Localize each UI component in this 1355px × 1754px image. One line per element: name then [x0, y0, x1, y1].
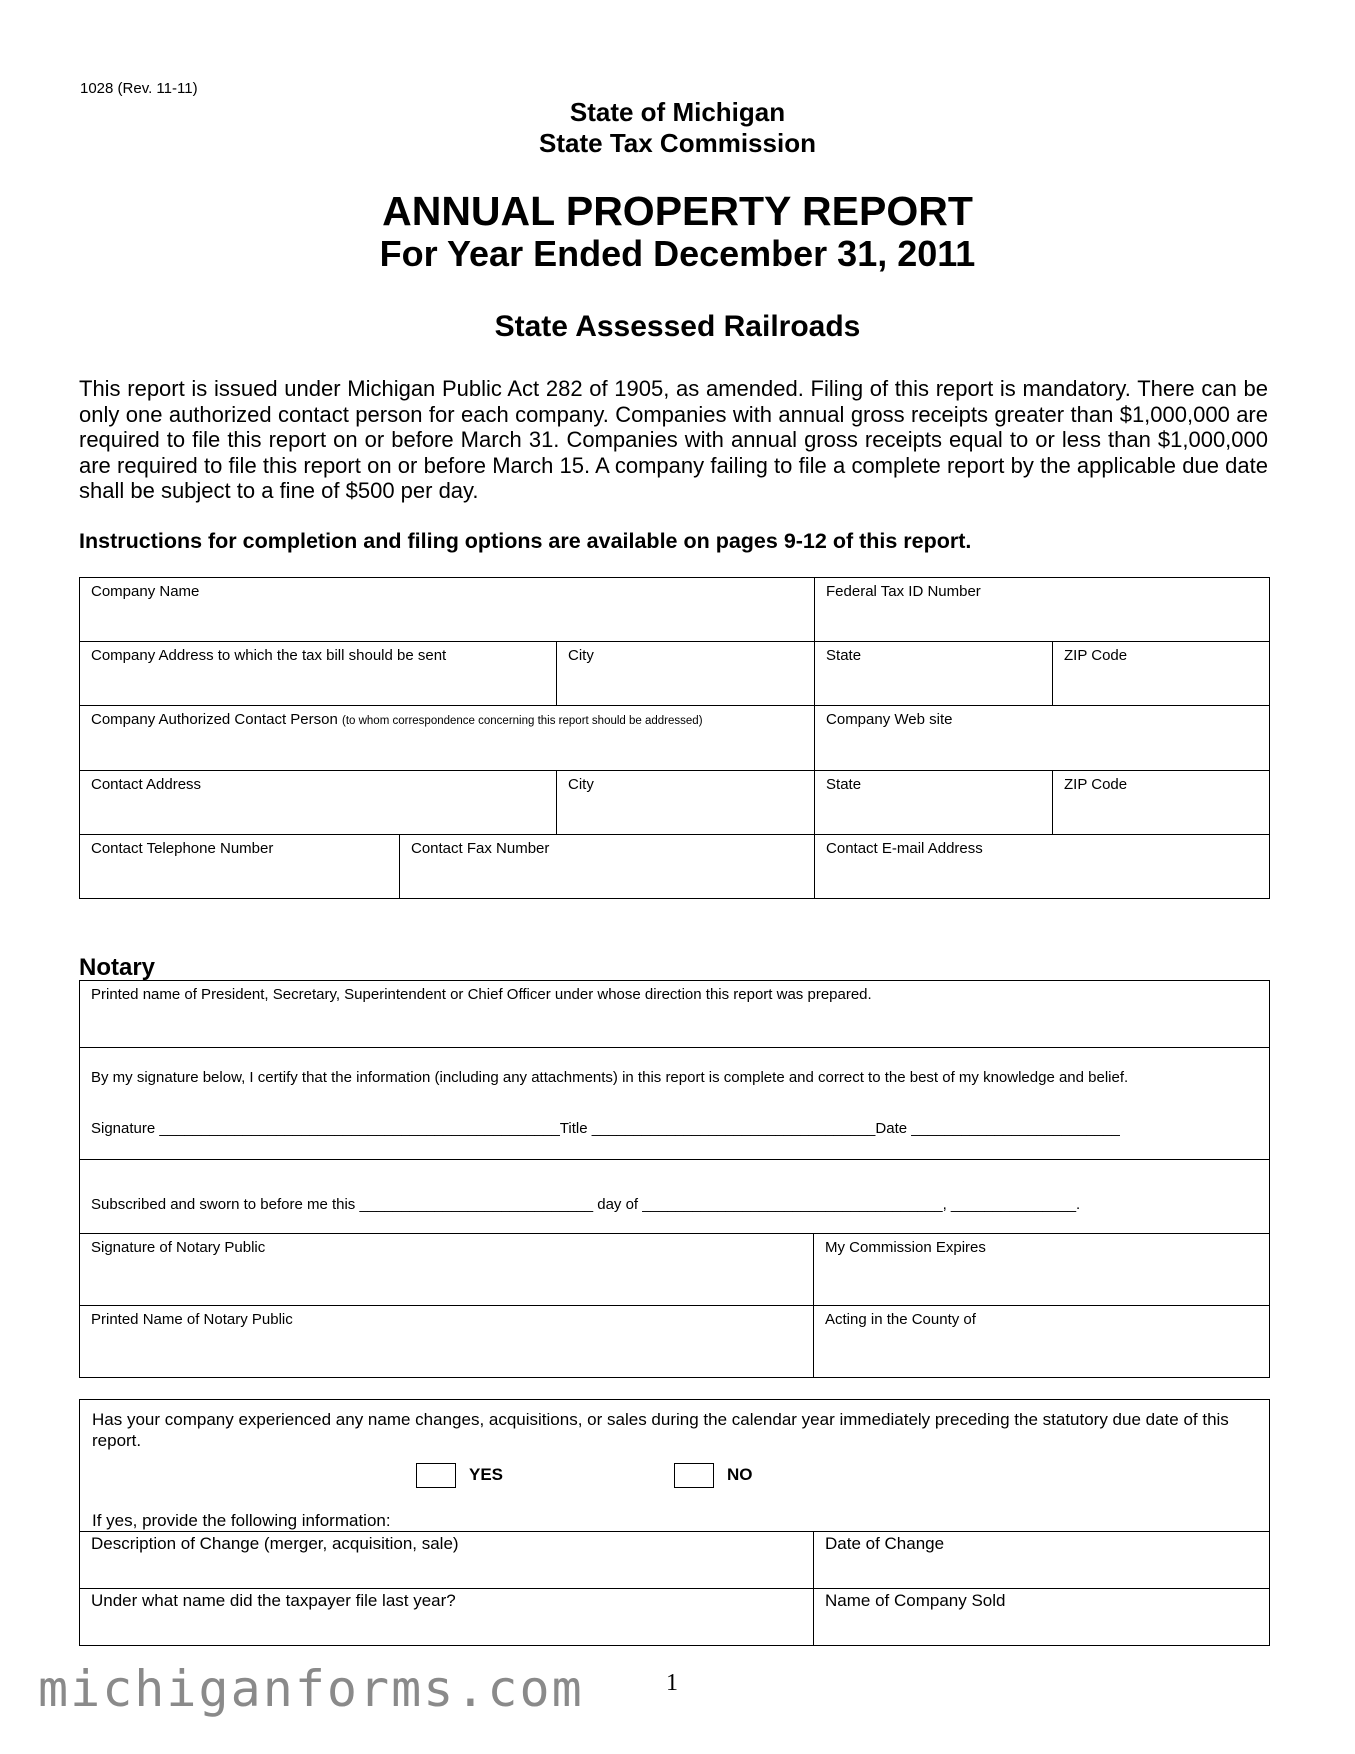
page-title: ANNUAL PROPERTY REPORT: [382, 188, 973, 234]
contact-telephone-field[interactable]: Contact Telephone Number: [80, 835, 400, 899]
company-info-table: [79, 577, 1270, 899]
notary-table: [79, 980, 1270, 1378]
company-city-field[interactable]: City: [557, 642, 815, 706]
notary-county-field[interactable]: Acting in the County of: [814, 1306, 1270, 1378]
notary-printed-name-field[interactable]: Printed Name of Notary Public: [80, 1306, 814, 1378]
contact-person-label: Company Authorized Contact Person: [91, 711, 338, 728]
site-watermark: michiganforms.com: [38, 1660, 584, 1718]
company-name-field[interactable]: Company Name: [80, 578, 815, 642]
change-date-field[interactable]: Date of Change: [814, 1532, 1270, 1589]
company-website-field[interactable]: Company Web site: [815, 706, 1270, 771]
contact-city-field[interactable]: City: [557, 771, 815, 835]
notary-signature-field[interactable]: Signature of Notary Public: [80, 1234, 814, 1306]
notary-heading: Notary: [79, 954, 156, 981]
change-description-field[interactable]: Description of Change (merger, acquisition, sale): [80, 1532, 814, 1589]
company-sold-field[interactable]: Name of Company Sold: [814, 1589, 1270, 1646]
company-address-field[interactable]: Company Address to which the tax bill should be sent: [80, 642, 557, 706]
instructions-note: Instructions for completion and filing options are available on pages 9-12 of this report.: [79, 529, 972, 553]
federal-tax-id-field[interactable]: Federal Tax ID Number: [815, 578, 1270, 642]
company-zip-field[interactable]: ZIP Code: [1053, 642, 1270, 706]
if-yes-instruction: If yes, provide the following information:: [92, 1511, 391, 1530]
contact-zip-field[interactable]: ZIP Code: [1053, 771, 1270, 835]
sworn-line[interactable]: Subscribed and sworn to before me this ____________________________ day of ____________________________________, _______________.: [91, 1196, 1081, 1213]
agency-heading: [0, 97, 1355, 159]
commission-expires-field[interactable]: My Commission Expires: [814, 1234, 1270, 1306]
contact-person-field[interactable]: [80, 706, 815, 771]
no-label: NO: [727, 1465, 753, 1484]
yes-no-row: [80, 1451, 1269, 1511]
form-number: 1028 (Rev. 11-11): [80, 80, 198, 97]
no-checkbox[interactable]: [674, 1463, 714, 1488]
report-subtitle: State Assessed Railroads: [494, 310, 861, 343]
certification-text: By my signature below, I certify that the information (including any attachments) in this report is complete and correct to the best of my knowledge and belief.: [91, 1069, 1129, 1086]
last-year-name-field[interactable]: Under what name did the taxpayer file last year?: [80, 1589, 814, 1646]
changes-table: [79, 1399, 1270, 1646]
signature-line[interactable]: Signature ________________________________________________Title __________________________________Date _________________________: [91, 1120, 1120, 1137]
page-number: 1: [666, 1670, 678, 1696]
changes-question: Has your company experienced any name changes, acquisitions, or sales during the calendar year immediately preceding the statutory due date of this report.: [92, 1410, 1229, 1450]
company-state-field[interactable]: State: [815, 642, 1053, 706]
contact-address-field[interactable]: Contact Address: [80, 771, 557, 835]
state-name: State of Michigan: [569, 97, 786, 127]
contact-person-note: (to whom correspondence concerning this report should be addressed): [341, 715, 703, 727]
changes-question-block: [80, 1400, 1270, 1532]
contact-state-field[interactable]: State: [815, 771, 1053, 835]
chief-officer-name-field[interactable]: Printed name of President, Secretary, Superintendent or Chief Officer under whose direction this report was prepared.: [80, 981, 1270, 1048]
yes-checkbox[interactable]: [416, 1463, 456, 1488]
commission-name: State Tax Commission: [539, 128, 816, 158]
yes-label: YES: [469, 1465, 504, 1484]
intro-paragraph: This report is issued under Michigan Public Act 282 of 1905, as amended. Filing of this report is mandatory. There can be only one authorized contact person for each company. Companies with annual gross receipts greater than $1,000,000 are required to file this report on or before March 31. Companies with annual gross receipts equal to or less than $1,000,000 are required to file this report on or before March 15. A company failing to file a complete report by the applicable due date shall be subject to a fine of $500 per day.: [79, 376, 1268, 503]
report-year: For Year Ended December 31, 2011: [379, 233, 976, 274]
sworn-block: [80, 1160, 1270, 1234]
certification-block: [80, 1048, 1270, 1160]
contact-email-field[interactable]: Contact E-mail Address: [815, 835, 1270, 899]
contact-fax-field[interactable]: Contact Fax Number: [400, 835, 815, 899]
